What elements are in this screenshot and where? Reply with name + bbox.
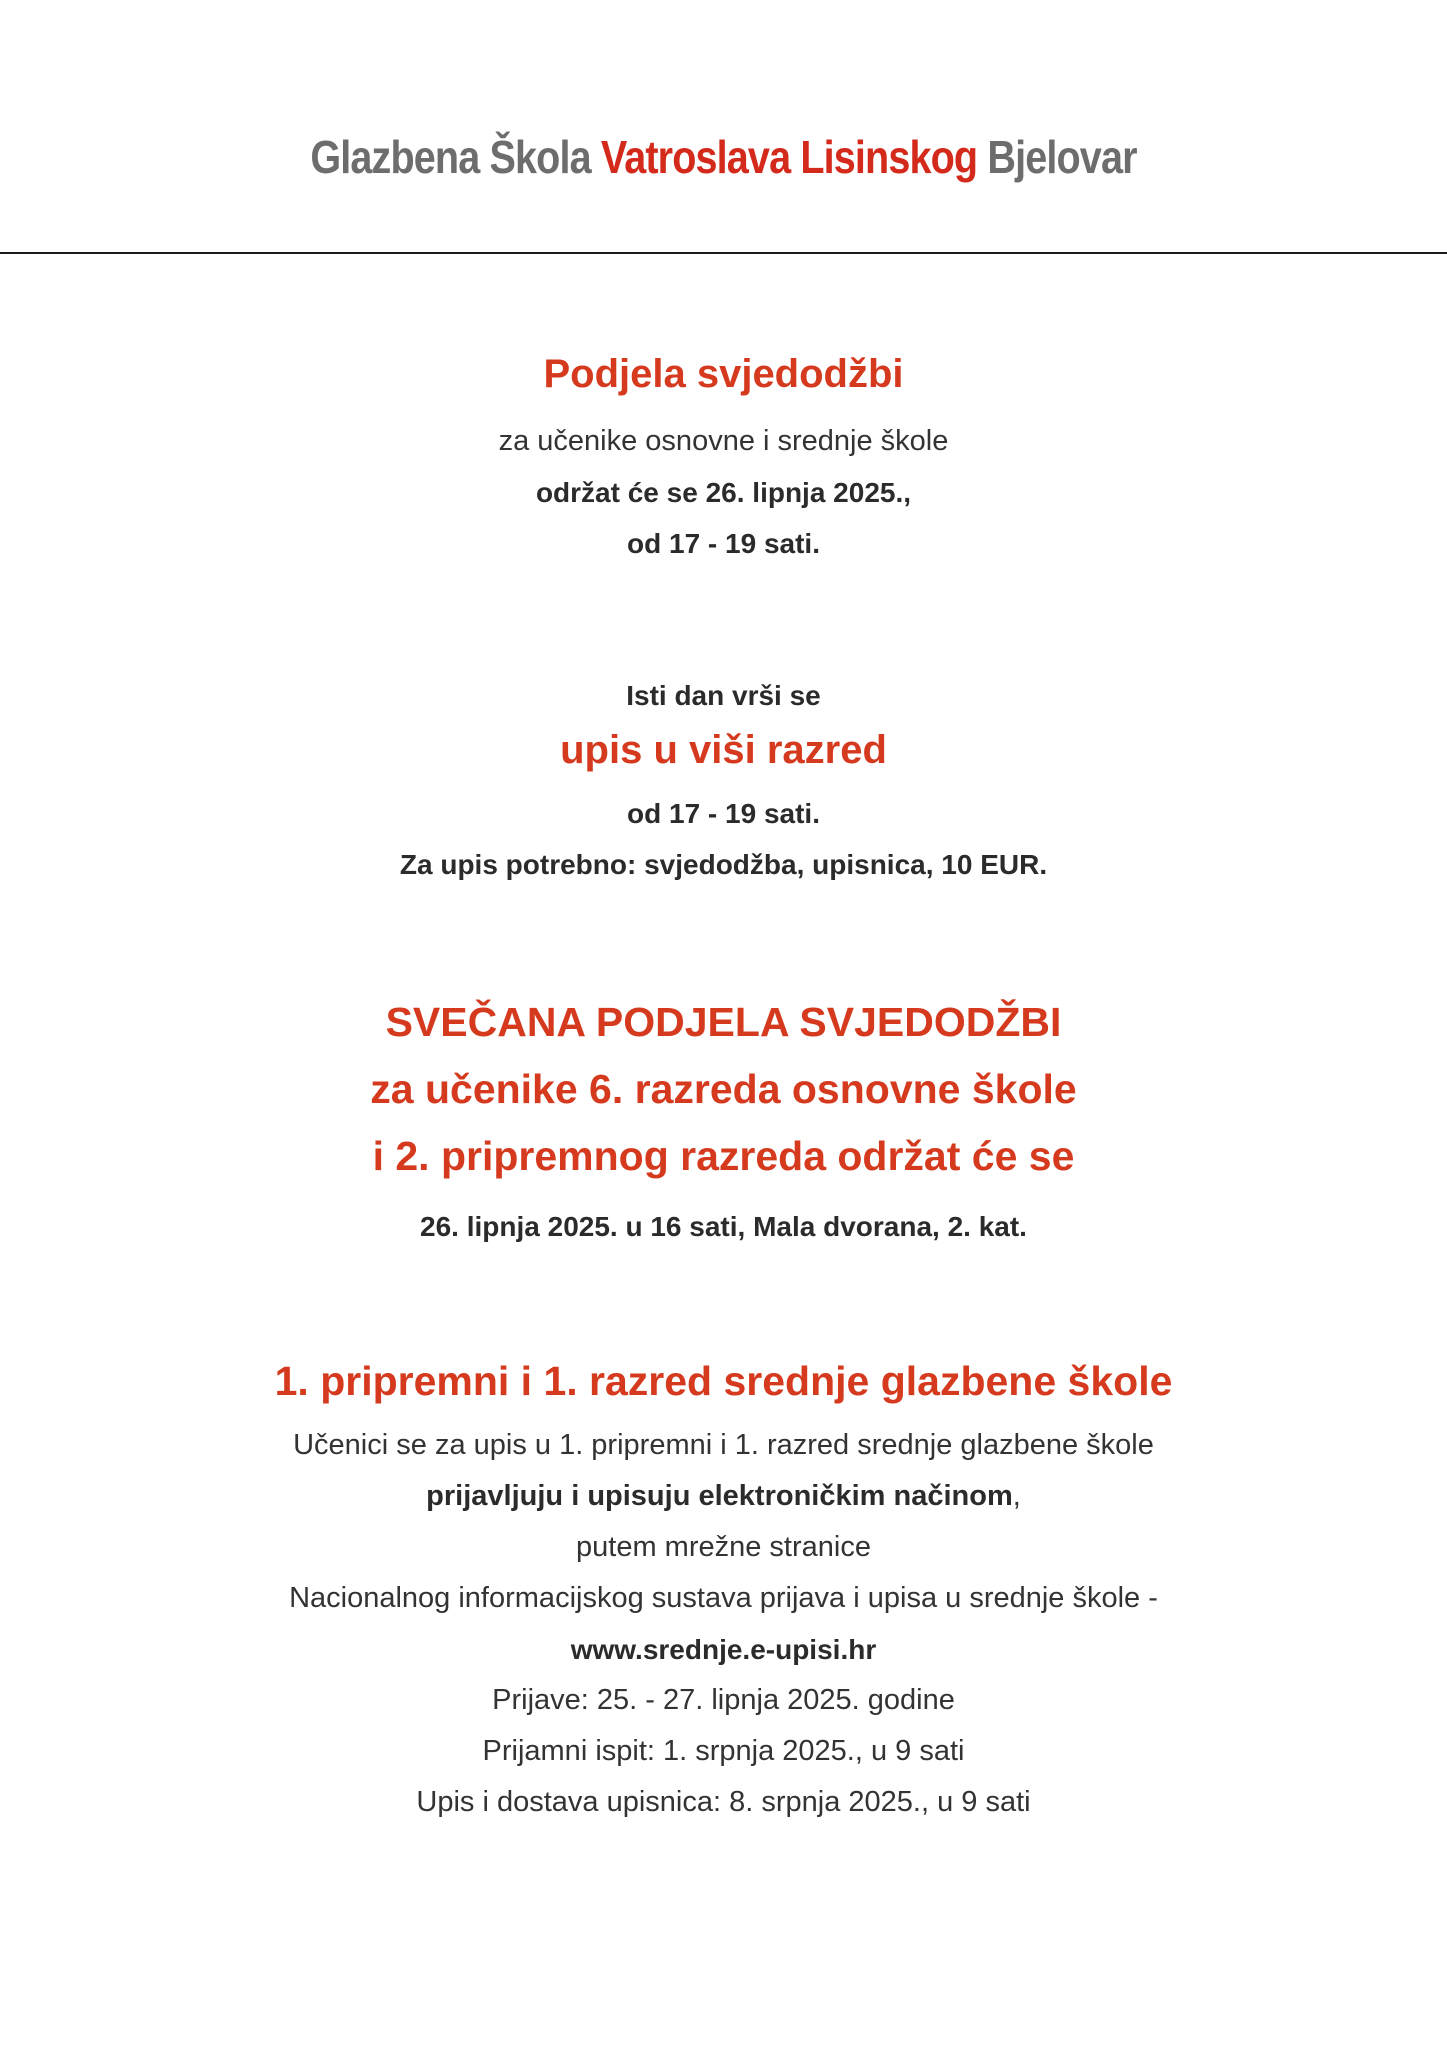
section4-title: 1. pripremni i 1. razred srednje glazbene škole bbox=[274, 1358, 1173, 1404]
website-link[interactable]: www.srednje.e-upisi.hr bbox=[570, 1634, 877, 1665]
section4-line2-bold: prijavljuju i upisuju elektroničkim načinom bbox=[426, 1480, 1013, 1512]
section4-line3: putem mrežne stranice bbox=[576, 1531, 871, 1563]
section4-ispit: Prijamni ispit: 1. srpnja 2025., u 9 sati bbox=[482, 1735, 965, 1767]
section2-line1: od 17 - 19 sati. bbox=[627, 798, 820, 829]
section1-line1: za učenike osnovne i srednje škole bbox=[498, 425, 949, 457]
section1-line3: od 17 - 19 sati. bbox=[627, 528, 820, 559]
section4-prijave: Prijave: 25. - 27. lipnja 2025. godine bbox=[492, 1684, 955, 1716]
section3-details: 26. lipnja 2025. u 16 sati, Mala dvorana, 2. kat. bbox=[420, 1211, 1027, 1242]
school-name-part-1: Glazbena Škola bbox=[310, 131, 591, 183]
section4-line2 bbox=[0, 1480, 1447, 1513]
section1-title: Podjela svjedodžbi bbox=[543, 352, 904, 396]
section4-line1: Učenici se za upis u 1. pripremni i 1. razred srednje glazbene škole bbox=[293, 1429, 1154, 1461]
section4-line2-tail: , bbox=[1012, 1480, 1021, 1512]
school-name bbox=[101, 130, 1345, 184]
section2-title: upis u viši razred bbox=[560, 728, 887, 772]
section2-intro: Isti dan vrši se bbox=[626, 680, 821, 711]
section1-line2: održat će se 26. lipnja 2025., bbox=[535, 477, 912, 508]
section3-title-line1: SVEČANA PODJELA SVJEDODŽBI bbox=[385, 999, 1062, 1045]
section4-line4: Nacionalnog informacijskog sustava prijava i upisa u srednje škole - bbox=[289, 1582, 1158, 1614]
section4-upis: Upis i dostava upisnica: 8. srpnja 2025., u 9 sati bbox=[416, 1786, 1031, 1818]
page-header bbox=[0, 0, 1447, 254]
section3-title-line3: i 2. pripremnog razreda održat će se bbox=[372, 1133, 1075, 1179]
section3-title-line2: za učenike 6. razreda osnovne škole bbox=[370, 1066, 1077, 1112]
school-name-part-2: Vatroslava Lisinskog bbox=[600, 131, 978, 183]
section2-line2: Za upis potrebno: svjedodžba, upisnica, 10 EUR. bbox=[399, 849, 1048, 880]
school-name-part-3: Bjelovar bbox=[987, 131, 1137, 183]
